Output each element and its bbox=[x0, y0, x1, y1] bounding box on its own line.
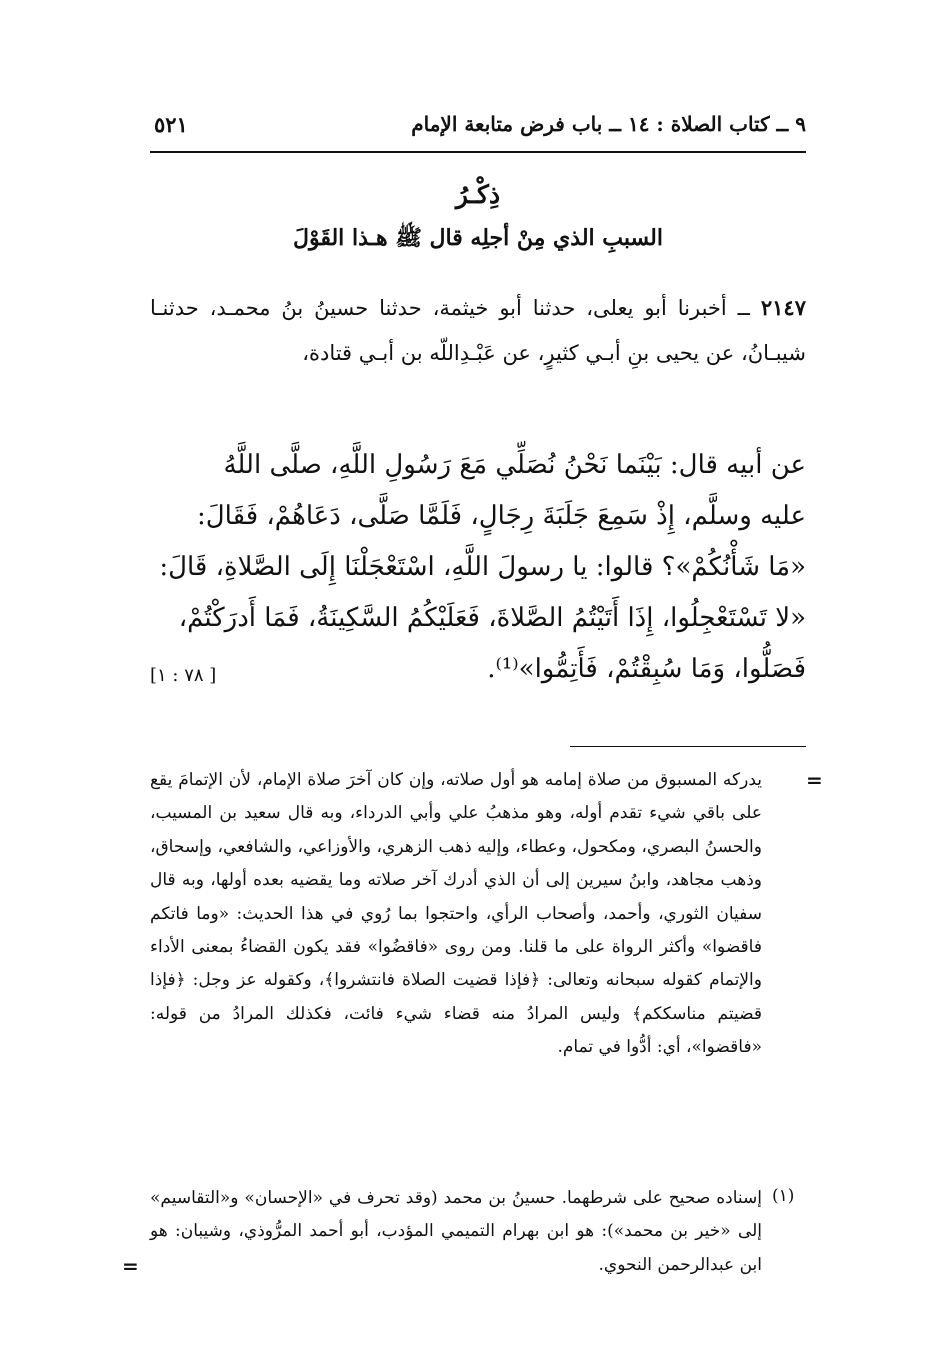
matn-line: عليه وسلَّم، إِذْ سَمِعَ جَلَبَةَ رِجَالٍ، فَلَمَّا صَلَّى، دَعَاهُمْ، فَقَالَ: bbox=[197, 501, 806, 531]
running-head: ٩ ــ كتاب الصلاة : ١٤ ــ باب فرض متابعة الإمام bbox=[411, 112, 806, 136]
continued-mark: = bbox=[122, 1254, 139, 1278]
continuation-mark: = bbox=[806, 768, 823, 792]
hadith-isnad bbox=[150, 285, 806, 376]
section-title: ذِكْـرُ bbox=[455, 180, 501, 209]
hadith-matn bbox=[150, 440, 806, 695]
page-header bbox=[150, 112, 806, 142]
page-number: ٥٢١ bbox=[154, 112, 188, 137]
hadith-number: ٢١٤٧ bbox=[760, 295, 806, 320]
footnote-number: (١) bbox=[772, 1186, 795, 1206]
matn-line: «لا تَسْتَعْجِلُوا، إِذَا أَتَيْتُمُ الصَّلاةَ، فَعَلَيْكُمُ السَّكِينَةُ، فَمَا أَدرَكْتُمْ، bbox=[178, 603, 806, 633]
matn-line: عن أبيه قال: بَيْنَما نَحْنُ نُصَلِّي مَعَ رَسُولِ اللَّهِ، صلَّى اللَّهُ bbox=[223, 450, 806, 480]
header-rule bbox=[150, 151, 806, 153]
hadith-reference: [٧٨ : ١ ] bbox=[150, 665, 217, 686]
footnote-separator bbox=[570, 746, 806, 747]
isnad-text: ــ أخبرنا أبو يعلى، حدثنا أبو خيثمة، حدثنا حسينُ بنُ محمـد، حدثنـا شيبـانُ، عن يحيى بنِ أبـي كثيرٍ، عن عَبْـدِاللّه بن أبـي قتادة، bbox=[150, 296, 806, 365]
footnote-continuation: يدركه المسبوق من صلاة إمامه هو أول صلاته، وإن كان آخرَ صلاة الإمام، لأن الإتمامَ يقع على باقي شيء تقدم أوله، وهو مذهبُ علي وأبي الدرداء، وبه قال سعيد بن المسيب، والحسنُ البصري، ومكحول، وعطاء، وإليه ذهب الزهري، والأوزاعي، والشافعي، وإسحاق، وذهب مجاهد، وابنُ سيرين إلى أن الذي أدرك آخر صلاته وما يقضيه بعده أولها، وبه قال سفيان الثوري، وأحمد، وأصحاب الرأي، واحتجوا بما رُوي في هذا الحديث: «وما فاتكم فاقضوا» وأكثر الرواة على ما قلنا. ومن روى «فاقضُوا» فقد يكون القضاءُ بمعنى الأداء والإتمام كقوله سبحانه وتعالى: ﴿فإذا قضيت الصلاة فانتشروا﴾، وكقوله عز وجل: ﴿فإذا قضيتم مناسككم﴾ وليس المرادُ منه قضاء شيء فائت، فكذلك المرادُ من قوله: «فاقضوا»، أي: أدُّوا في تمام. bbox=[150, 770, 762, 1058]
footnote-1: إسناده صحيح على شرطهما. حسينُ بن محمد (وقد تحرف في «الإحسان» و«التقاسيم» إلى «خير بن محمد»): هو ابن بهرام التميمي المؤدب، أبو أحمد المرُّوذي، وشيبان: هو ابن عبدالرحمن النحوي. bbox=[150, 1188, 762, 1275]
matn-line: فَصَلُّوا، وَمَا سُبِقْتُمْ، فَأَتِمُّوا»⁽¹⁾. bbox=[487, 654, 806, 684]
matn-line: «مَا شَأْنُكُمْ»؟ قالوا: يا رسولَ اللَّهِ، اسْتَعْجَلْنَا إِلَى الصَّلاةِ، قَالَ: bbox=[159, 552, 806, 582]
section-subtitle: السببِ الذي مِنْ أجلِه قال ﷺ هـذا القَوْلَ bbox=[293, 225, 663, 251]
